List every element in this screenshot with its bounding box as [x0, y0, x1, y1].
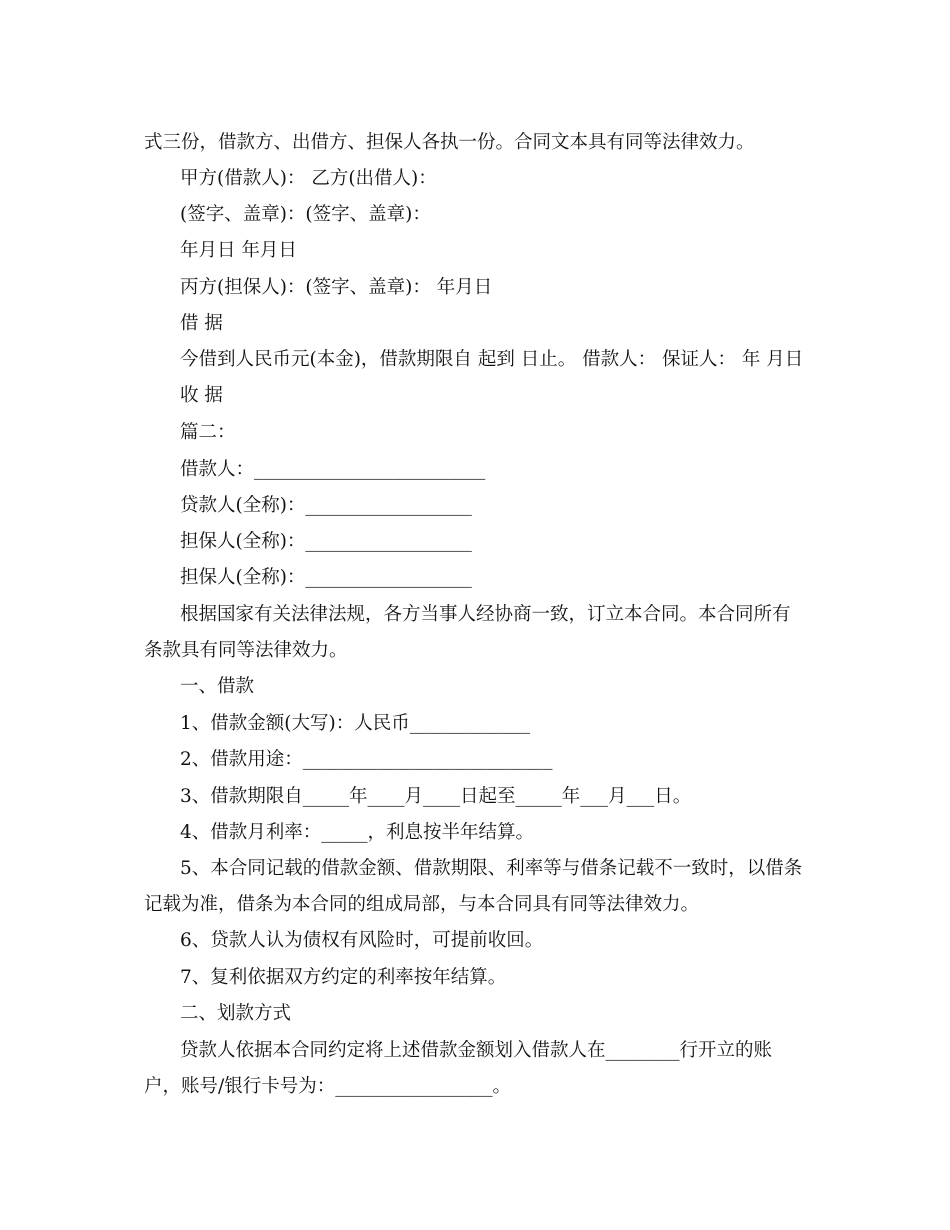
text-line-23: 6、贷款人认为债权有风险时，可提前收回。	[180, 930, 544, 951]
text-line-1: 式三份，借款方、出借方、担保人各执一份。合同文本具有同等法律效力。	[144, 132, 755, 153]
text-line-2: 甲方(借款人)： 乙方(出借人)：	[180, 168, 437, 189]
text-line-21: 5、本合同记载的借款金额、借款期限、利率等与借条记载不一致时，以借条	[180, 858, 803, 879]
text-line-18: 2、借款用途：___________________________	[180, 749, 553, 770]
text-line-17: 1、借款金额(大写)：人民币_____________	[180, 713, 530, 734]
text-line-19: 3、借款期限自_____年____月____日起至_____年___月___日。	[180, 786, 692, 807]
text-line-11: 贷款人(全称)：__________________	[180, 495, 472, 516]
text-line-9: 篇二：	[180, 422, 236, 443]
text-line-7: 今借到人民币元(本金)，借款期限自 起到 日止。 借款人： 保证人： 年 月日	[180, 349, 804, 370]
text-line-22: 记载为准，借条为本合同的组成局部，与本合同具有同等法律效力。	[144, 894, 700, 915]
text-line-3: (签字、盖章)：(签字、盖章)：	[180, 204, 431, 225]
text-line-26: 贷款人依据本合同约定将上述借款金额划入借款人在________行开立的账	[180, 1040, 773, 1061]
text-line-6: 借 据	[180, 313, 223, 334]
text-line-27: 户，账号/银行卡号为：_________________。	[144, 1076, 511, 1097]
text-line-13: 担保人(全称)：__________________	[180, 567, 472, 588]
text-line-12: 担保人(全称)：__________________	[180, 531, 472, 552]
text-line-24: 7、复利依据双方约定的利率按年结算。	[180, 967, 507, 988]
text-line-10: 借款人：_________________________	[180, 459, 486, 480]
text-line-14: 根据国家有关法律法规，各方当事人经协商一致，订立本合同。本合同所有	[180, 604, 791, 625]
text-line-4: 年月日 年月日	[180, 240, 297, 261]
text-line-15: 条款具有同等法律效力。	[144, 640, 348, 661]
text-line-20: 4、借款月利率：_____，利息按半年结算。	[180, 822, 535, 843]
text-line-25: 二、划款方式	[180, 1003, 292, 1024]
text-line-8: 收 据	[180, 385, 223, 406]
text-line-5: 丙方(担保人)：(签字、盖章)： 年月日	[180, 277, 493, 298]
text-line-16: 一、借款	[180, 676, 255, 697]
